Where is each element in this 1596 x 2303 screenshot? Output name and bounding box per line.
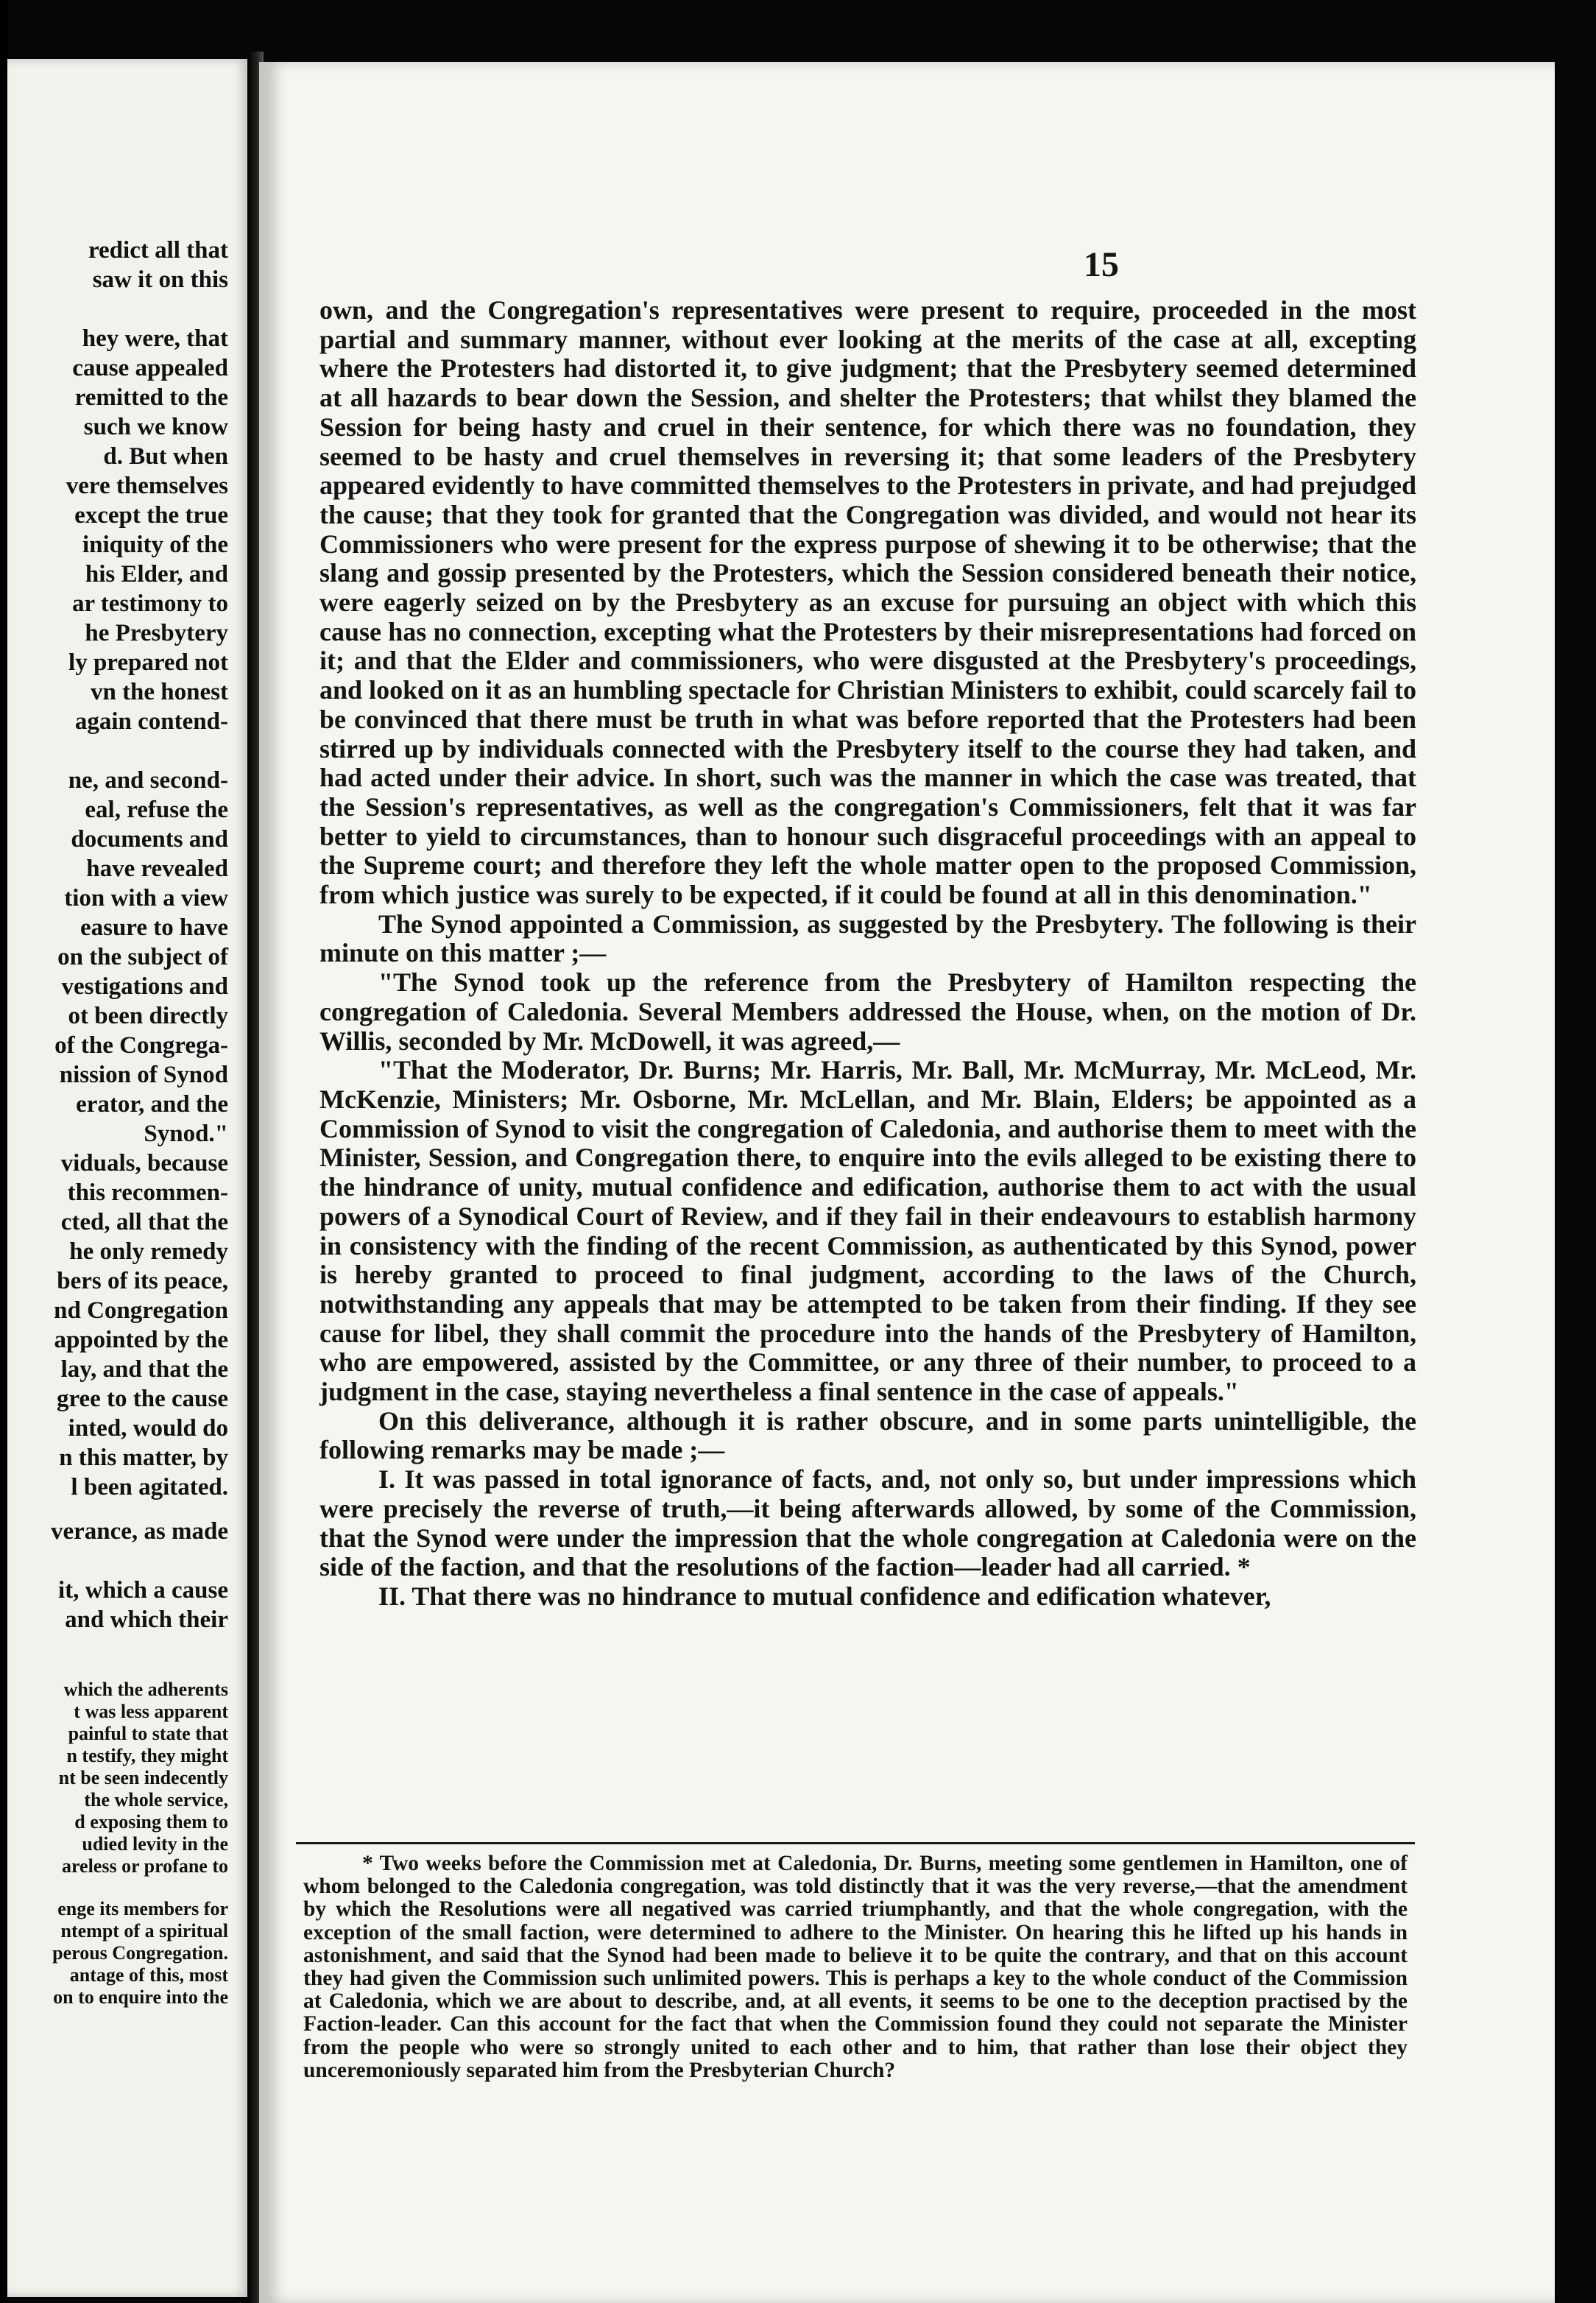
page-number: 15 bbox=[1084, 245, 1119, 284]
left-page-line: lay, and that the bbox=[60, 1356, 228, 1383]
left-page-line: vere themselves bbox=[66, 473, 228, 499]
paragraph: I. It was passed in total ignorance of facts, and, not only so, but under impressions which were precisely the reverse of truth,—it being afterwards allowed, by some of the Commission, that the Synod were under the impression that the whole congregation at Caledonia were on the side of the faction, and that the resolutions of the faction—leader had all carried. * bbox=[319, 1464, 1416, 1582]
left-page-line: again contend- bbox=[74, 708, 228, 735]
left-page-line: erator, and the bbox=[76, 1091, 228, 1118]
left-page-footnote-line: antage of this, most bbox=[69, 1964, 228, 1986]
left-page-line: this recommen- bbox=[67, 1179, 228, 1206]
scan-border bbox=[0, 0, 7, 2303]
paragraph: On this deliverance, although it is rather obscure, and in some parts unintelligible, the following remarks may be made ;— bbox=[319, 1406, 1416, 1465]
left-page-line: ly prepared not bbox=[68, 649, 228, 676]
left-page-footnote-line: the whole service, bbox=[84, 1789, 228, 1810]
left-page-line: iniquity of the bbox=[82, 532, 228, 558]
left-page-line: of the Congrega- bbox=[54, 1032, 228, 1059]
left-page-line: he only remedy bbox=[69, 1238, 228, 1265]
left-page-footnote-line: painful to state that bbox=[68, 1723, 228, 1744]
left-page-footnote-line: nt be seen indecently bbox=[58, 1767, 228, 1788]
left-page-line: l been agitated. bbox=[71, 1474, 228, 1500]
left-page-line: nd Congregation bbox=[54, 1297, 228, 1324]
left-page-line: easure to have bbox=[80, 914, 228, 941]
left-page-line: verance, as made bbox=[50, 1518, 228, 1545]
left-page-line: ne, and second- bbox=[68, 767, 228, 794]
left-page-line: such we know bbox=[83, 414, 228, 440]
left-page-line: ot been directly bbox=[68, 1003, 228, 1029]
left-page-line: inted, would do bbox=[68, 1415, 228, 1442]
left-page-line: his Elder, and bbox=[85, 561, 228, 588]
left-page-line: vestigations and bbox=[61, 973, 228, 1000]
left-page-line: cted, all that the bbox=[60, 1209, 228, 1235]
left-page-line: tion with a view bbox=[64, 885, 228, 911]
left-page-footnote-line: areless or profane to bbox=[61, 1855, 228, 1877]
left-page-footnote-line: udied levity in the bbox=[82, 1833, 228, 1855]
left-page-line: saw it on this bbox=[92, 267, 228, 293]
left-page-line: bers of its peace, bbox=[57, 1268, 228, 1294]
paragraph: "That the Moderator, Dr. Burns; Mr. Harris, Mr. Ball, Mr. McMurray, Mr. McLeod, Mr. McKenzie, Ministers; Mr. Osborne, Mr. McLellan, and Mr. Blain, Elders; be appointed as a Commission of Synod to visit the congregation of Caledonia, and authorise them to meet with the Minister, Session, and Congregation there, to enquire into the evils alleged to be existing there to the hindrance of unity, mutual confidence and edification, authorise them to act with the usual powers of a Synodical Court of Review, and if they fail in their endeavours to establish harmony in consistency with the finding of the recent Commission, as authenticated by this Synod, power is hereby granted to proceed to final judgment, according to the laws of the Church, notwithstanding any appeals that may be attempted to be taken from their finding. If they see cause for libel, they shall commit the procedure into the hands of the Presbytery of Hamilton, who are empowered, assisted by the Committee, or any three of their number, to proceed to a judgment in the case, staying nevertheless a final sentence in the case of appeals." bbox=[319, 1055, 1416, 1407]
footnote-divider bbox=[296, 1842, 1415, 1844]
left-page-line: documents and bbox=[71, 826, 228, 853]
left-page-line: redict all that bbox=[88, 237, 228, 264]
left-page-footnote-line: on to enquire into the bbox=[53, 1986, 228, 2008]
left-page-line: remitted to the bbox=[74, 384, 228, 411]
left-page-line: cause appealed bbox=[72, 355, 228, 381]
paragraph: own, and the Congregation's representatives were present to require, proceeded in the most partial and summary manner, without ever looking at the merits of the case at all, excepting where the Protesters had distorted it, to give judgment; that the Presbytery seemed determined at all hazards to bear down the Session, and shelter the Protesters; that whilst they blamed the Session for being hasty and cruel in their sentence, for which there was no foundation, they seemed to be hasty and cruel themselves in reversing it; that some leaders of the Presbytery appeared evidently to have committed themselves to the Protesters in private, and had prejudged the cause; that they took for granted that the Congregation was divided, and would not hear its Commissioners who were present for the express purpose of shewing it to be otherwise; that the slang and gossip presented by the Protesters, which the Session considered beneath their notice, were eagerly seized on by the Presbytery as an excuse for pursuing an object with which this cause has no connection, excepting what the Protesters by their misrepresentations had forced on it; and that the Elder and commissioners, who were disgusted at the Presbytery's proceedings, and looked on it as an humbling spectacle for Christian Ministers to exhibit, could scarcely fail to be convinced that there must be truth in what was before reported that the Protesters had been stirred up by individuals connected with the Presbytery itself to the course they had taken, and had acted under their advice. In short, such was the manner in which the case was treated, that the Session's representatives, as well as the congregation's Commissioners, felt that it was far better to yield to circumstances, than to honour such disgraceful proceedings with an appeal to the Supreme court; and therefore they left the whole matter open to the proposed Commission, from which justice was surely to be expected, if it could be found at all in this denomination." bbox=[319, 295, 1416, 910]
left-page-line: d. But when bbox=[103, 443, 228, 470]
left-page-line: eal, refuse the bbox=[85, 797, 228, 823]
left-page-line: except the true bbox=[74, 502, 228, 529]
left-page-fragment bbox=[7, 59, 250, 2297]
left-page-line: n this matter, by bbox=[59, 1445, 228, 1471]
page-body bbox=[319, 296, 1416, 1612]
paragraph: II. That there was no hindrance to mutual confidence and edification whatever, bbox=[378, 1581, 1271, 1611]
left-page-footnote-line: enge its members for bbox=[57, 1898, 228, 1919]
left-page-line: and which their bbox=[65, 1607, 228, 1633]
left-page-footnote-line: ntempt of a spiritual bbox=[60, 1920, 228, 1941]
left-page-line: ar testimony to bbox=[71, 590, 228, 617]
left-page-footnote-line: d exposing them to bbox=[74, 1811, 228, 1833]
left-page-line: on the subject of bbox=[57, 944, 228, 970]
left-page-line: it, which a cause bbox=[58, 1577, 228, 1604]
left-page-line: have revealed bbox=[86, 856, 228, 882]
footnote: * Two weeks before the Commission met at Caledonia, Dr. Burns, meeting some gentlemen in Hamilton, one of whom belonged to the Caledonia congregation, was told distinctly that it was the very reverse,—that the amendment by which the Resolutions were all negatived was carried triumphantly, and that the whole congregation, with the exception of the small faction, were determined to adhere to the Minister. On hearing this he lifted up his hands in astonishment, and said that the Synod had been made to believe it to be quite the contrary, and that on this account they had given the Commission such unlimited powers. This is perhaps a key to the whole conduct of the Commission at Caledonia, which we are about to describe, and, at all events, it seems to be one to the deception practised by the Faction-leader. Can this account for the fact that when the Commission found they could not separate the Minister from the people who were so strongly united to each other and to him, that rather than lose their object they unceremoniously separated him from the Presbyterian Church? bbox=[303, 1852, 1408, 2082]
left-page-footnote-line: which the adherents bbox=[63, 1679, 228, 1700]
left-page-footnote-line: perous Congregation. bbox=[52, 1942, 228, 1964]
left-page-footnote-line: n testify, they might bbox=[66, 1745, 228, 1766]
right-page bbox=[259, 62, 1555, 2303]
paragraph: The Synod appointed a Commission, as suggested by the Presbytery. The following is their minute on this matter ;— bbox=[319, 909, 1416, 968]
left-page-footnote-line: t was less apparent bbox=[74, 1701, 228, 1722]
left-page-line: Synod." bbox=[144, 1121, 228, 1147]
left-page-line: vn the honest bbox=[90, 679, 228, 705]
left-page-line: viduals, because bbox=[60, 1150, 228, 1177]
left-page-line: hey were, that bbox=[82, 325, 228, 352]
left-page-line: he Presbytery bbox=[85, 620, 228, 646]
left-page-line: appointed by the bbox=[54, 1327, 228, 1353]
paragraph: "The Synod took up the reference from the Presbytery of Hamilton respecting the congregation of Caledonia. Several Members addressed the House, when, on the motion of Dr. Willis, seconded by Mr. McDowell, it was agreed,— bbox=[319, 967, 1416, 1056]
left-page-line: gree to the cause bbox=[56, 1386, 228, 1412]
left-page-line: nission of Synod bbox=[59, 1062, 228, 1088]
